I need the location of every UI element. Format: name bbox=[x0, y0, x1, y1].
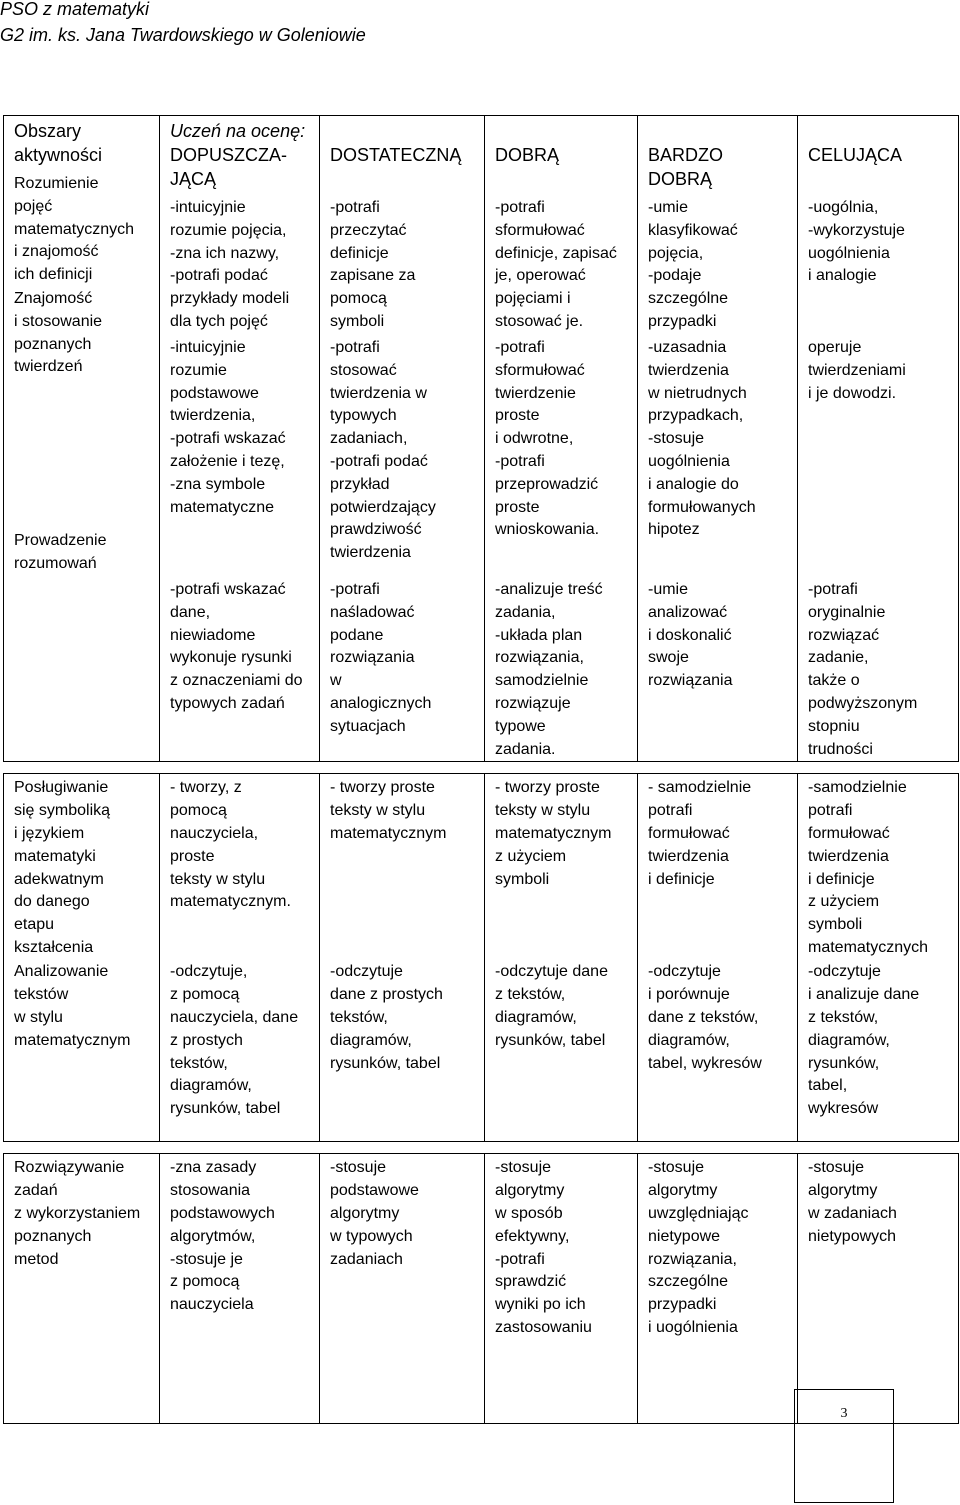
grade-cell: -stosuje algorytmy uwzględniając nietypowe rozwiązania, szczególne przypadki i uogólnienia bbox=[648, 1159, 749, 1336]
grade-header: CELUJĄCA bbox=[808, 145, 903, 165]
grade-cell: -intuicyjnie rozumie pojęcia, -zna ich nazwy, -potrafi podać przykłady modeli dla tych pojęć bbox=[170, 199, 290, 330]
grade-cell: -umie analizować i doskonalić swoje rozwiązania bbox=[648, 581, 733, 690]
grade-cell: - tworzy proste teksty w stylu matematycznym bbox=[330, 779, 447, 842]
area-label: Rozwiązywanie zadań z wykorzystaniem poznanych metod bbox=[14, 1159, 141, 1268]
grade-cell: -odczytuje dane z prostych tekstów, diagramów, rysunków, tabel bbox=[330, 963, 443, 1072]
grade-cell: -potrafi wskazać dane, niewiadome wykonuje rysunki z oznaczeniami do typowych zadań bbox=[170, 581, 303, 712]
grade-cell: -potrafi oryginalnie rozwiązać zadanie, także o podwyższonym stopniu trudności bbox=[808, 581, 918, 758]
area-label: Rozumienie pojęć matematycznych i znajomość ich definicji bbox=[14, 175, 135, 284]
area-label: Prowadzenie rozumowań bbox=[14, 532, 107, 572]
grade-cell: -odczytuje i analizuje dane z tekstów, diagramów, rysunków, tabel, wykresów bbox=[808, 963, 920, 1118]
header-school: G2 im. ks. Jana Twardowskiego w Goleniowie bbox=[0, 25, 366, 45]
corner-header: Obszary aktywności bbox=[14, 121, 103, 165]
grade-column bbox=[160, 116, 320, 762]
grade-cell: - samodzielnie potrafi formułować twierdzenia i definicje bbox=[648, 779, 752, 888]
grade-column bbox=[320, 116, 485, 762]
area-label: Analizowanie tekstów w stylu matematycznym bbox=[14, 963, 131, 1049]
grade-cell: -stosuje algorytmy w zadaniach nietypowych bbox=[808, 1159, 897, 1245]
grade-cell: -uzasadnia twierdzenia w nietrudnych przypadkach, -stosuje uogólnienia i analogie do formułowanych hipotez bbox=[648, 339, 756, 539]
grade-intro: Uczeń na ocenę: bbox=[170, 121, 306, 141]
grade-cell: -potrafi naśladować podane rozwiązania w analogicznych sytuacjach bbox=[330, 581, 432, 735]
table-row bbox=[4, 774, 959, 1142]
grade-cell: -samodzielnie potrafi formułować twierdzenia i definicje z użyciem symboli matematycznych bbox=[808, 779, 929, 956]
grade-cell: -potrafi przeczytać definicje zapisane za pomocą symboli bbox=[330, 199, 416, 330]
areas-column bbox=[4, 116, 160, 762]
table-row bbox=[4, 1154, 959, 1424]
grade-cell: - tworzy, z pomocą nauczyciela, proste teksty w stylu matematycznym. bbox=[170, 779, 291, 911]
grade-cell: -odczytuje dane z tekstów, diagramów, rysunków, tabel bbox=[495, 963, 608, 1049]
grade-column bbox=[638, 116, 798, 762]
grade-cell: -odczytuje i porównuje dane z tekstów, diagramów, tabel, wykresów bbox=[648, 963, 762, 1072]
grade-cell: -zna zasady stosowania podstawowych algorytmów, -stosuje je z pomocą nauczyciela bbox=[170, 1159, 275, 1314]
grade-cell: -odczytuje, z pomocą nauczyciela, dane z prostych tekstów, diagramów, rysunków, tabel bbox=[170, 963, 299, 1118]
grade-header: BARDZO DOBRĄ bbox=[648, 145, 724, 189]
grade-column bbox=[798, 116, 959, 762]
grade-cell: - tworzy proste teksty w stylu matematycznym z użyciem symboli bbox=[495, 779, 612, 888]
page-number: 3 bbox=[840, 1406, 848, 1421]
header-subject: PSO z matematyki bbox=[0, 0, 150, 19]
grade-header: DOBRĄ bbox=[495, 145, 560, 165]
grade-cell: -potrafi stosować twierdzenia w typowych zadaniach, -potrafi podać przykład potwierdzający prawdziwość twierdzenia bbox=[330, 339, 436, 562]
table-row bbox=[4, 116, 959, 762]
grade-header: DOPUSZCZA- JĄCĄ bbox=[170, 145, 287, 189]
grade-cell: -uogólnia, -wykorzystuje uogólnienia i analogie bbox=[808, 199, 905, 285]
page-number-box bbox=[794, 1389, 894, 1503]
grade-cell: -analizuje treść zadania, -układa plan rozwiązania, samodzielnie rozwiązuje typowe zadania. bbox=[495, 581, 603, 758]
grading-criteria-table bbox=[3, 115, 959, 1424]
grade-column bbox=[485, 116, 638, 762]
area-label: Posługiwanie się symboliką i językiem matematyki adekwatnym do danego etapu kształcenia bbox=[14, 779, 111, 956]
grade-cell: -potrafi sformułować definicje, zapisać je, operować pojęciami i stosować je. bbox=[495, 199, 617, 330]
grade-cell: -stosuje podstawowe algorytmy w typowych zadaniach bbox=[330, 1159, 419, 1268]
grade-cell: -intuicyjnie rozumie podstawowe twierdzenia, -potrafi wskazać założenie i tezę, -zna symbole matematyczne bbox=[170, 339, 286, 516]
grade-cell: operuje twierdzeniami i je dowodzi. bbox=[808, 339, 906, 402]
page-header bbox=[0, 0, 960, 50]
area-label: Znajomość i stosowanie poznanych twierdzeń bbox=[14, 290, 103, 376]
grade-cell: -potrafi sformułować twierdzenie proste i odwrotne, -potrafi przeprowadzić proste wnioskowania. bbox=[495, 339, 600, 539]
grade-cell: -stosuje algorytmy w sposób efektywny, -potrafi sprawdzić wyniki po ich zastosowaniu bbox=[495, 1159, 592, 1336]
grade-cell: -umie klasyfikować pojęcia, -podaje szczególne przypadki bbox=[648, 199, 738, 330]
grade-header: DOSTATECZNĄ bbox=[330, 145, 462, 165]
